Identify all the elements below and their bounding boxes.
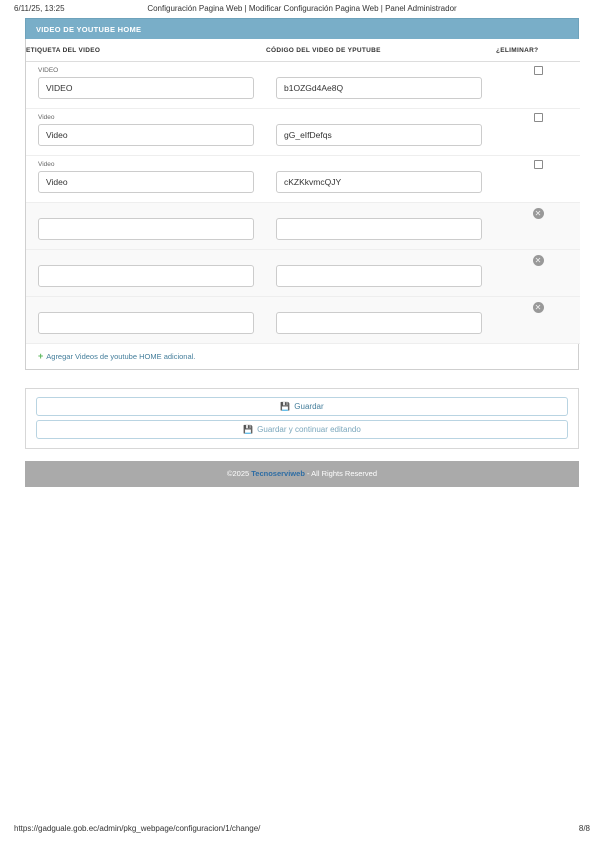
cell-codigo [266, 109, 496, 156]
cell-etiqueta [26, 156, 266, 203]
footer-brand-link[interactable]: Tecnoserviweb [251, 469, 305, 478]
etiqueta-field-wrap [26, 265, 266, 296]
save-button-label: Guardar [294, 402, 324, 411]
codigo-field-wrap [266, 124, 496, 155]
etiqueta-input[interactable] [38, 312, 254, 334]
row-caption: Video [38, 114, 55, 121]
video-table [26, 39, 580, 344]
cell-eliminar [496, 109, 580, 156]
site-footer [25, 461, 579, 487]
cell-etiqueta [26, 250, 266, 297]
cell-etiqueta [26, 297, 266, 344]
plus-icon: + [38, 351, 44, 361]
cell-eliminar [496, 156, 580, 203]
table-row [26, 203, 580, 250]
etiqueta-input[interactable] [38, 124, 254, 146]
print-url: https://gadguale.gob.ec/admin/pkg_webpage/configuracion/1/change/ [14, 824, 261, 833]
save-button[interactable] [36, 397, 568, 416]
codigo-field-wrap [266, 265, 496, 296]
etiqueta-input[interactable] [38, 77, 254, 99]
page-content [25, 18, 579, 487]
remove-row-icon[interactable]: ✕ [533, 302, 544, 313]
etiqueta-field-wrap [26, 124, 266, 155]
etiqueta-input[interactable] [38, 265, 254, 287]
table-row [26, 109, 580, 156]
codigo-spacer [266, 62, 496, 77]
table-body [26, 62, 580, 344]
save-continue-icon: 💾 [243, 425, 254, 434]
delete-checkbox[interactable] [534, 113, 543, 122]
table-row [26, 297, 580, 344]
cell-eliminar [496, 297, 580, 344]
cell-codigo [266, 203, 496, 250]
codigo-spacer [266, 156, 496, 171]
cell-etiqueta [26, 109, 266, 156]
print-header [0, 4, 604, 18]
codigo-spacer [266, 203, 496, 218]
table-header-row [26, 39, 580, 62]
row-caption [26, 203, 266, 218]
codigo-spacer [266, 250, 496, 265]
etiqueta-field-wrap [26, 312, 266, 343]
cell-codigo [266, 297, 496, 344]
codigo-input[interactable] [276, 77, 482, 99]
etiqueta-input[interactable] [38, 218, 254, 240]
save-and-continue-button[interactable] [36, 420, 568, 439]
column-header-etiqueta: ETIQUETA DEL VIDEO [26, 39, 266, 62]
etiqueta-input[interactable] [38, 171, 254, 193]
row-caption [26, 250, 266, 265]
save-icon: 💾 [280, 402, 291, 411]
cell-eliminar [496, 250, 580, 297]
column-header-codigo: CÓDIGO DEL VIDEO DE YPUTUBE [266, 39, 496, 62]
codigo-input[interactable] [276, 171, 482, 193]
delete-checkbox[interactable] [534, 66, 543, 75]
add-row-container [26, 344, 578, 369]
print-date: 6/11/25, 13:25 [14, 4, 65, 13]
panel-heading: VIDEO DE YOUTUBE HOME [25, 18, 579, 39]
save-and-continue-label: Guardar y continuar editando [257, 425, 361, 434]
delete-checkbox[interactable] [534, 160, 543, 169]
add-video-link[interactable]: Agregar Videos de youtube HOME adicional. [46, 352, 196, 361]
footer-copy: ©2025 [226, 469, 252, 478]
codigo-field-wrap [266, 77, 496, 108]
codigo-input[interactable] [276, 124, 482, 146]
print-page-number: 8/8 [578, 824, 590, 833]
footer-rights: - All Rights Reserved [304, 469, 378, 478]
cell-eliminar [496, 203, 580, 250]
codigo-input[interactable] [276, 265, 482, 287]
submit-row [25, 388, 579, 449]
print-title: Configuración Pagina Web | Modificar Configuración Pagina Web | Panel Administrador [147, 4, 457, 13]
table-row [26, 250, 580, 297]
codigo-input[interactable] [276, 218, 482, 240]
cell-codigo [266, 62, 496, 109]
print-footer [0, 824, 604, 838]
row-caption: Video [38, 161, 55, 168]
codigo-spacer [266, 297, 496, 312]
remove-row-icon[interactable]: ✕ [533, 255, 544, 266]
etiqueta-field-wrap [26, 77, 266, 108]
row-caption [26, 297, 266, 312]
column-header-eliminar: ¿ELIMINAR? [496, 39, 580, 62]
cell-codigo [266, 250, 496, 297]
etiqueta-field-wrap [26, 171, 266, 202]
codigo-field-wrap [266, 171, 496, 202]
codigo-field-wrap [266, 312, 496, 343]
codigo-field-wrap [266, 218, 496, 249]
codigo-spacer [266, 109, 496, 124]
etiqueta-field-wrap [26, 218, 266, 249]
codigo-input[interactable] [276, 312, 482, 334]
video-panel [25, 39, 579, 370]
table-row [26, 62, 580, 109]
table-row [26, 156, 580, 203]
cell-eliminar [496, 62, 580, 109]
cell-codigo [266, 156, 496, 203]
remove-row-icon[interactable]: ✕ [533, 208, 544, 219]
row-caption: VIDEO [38, 67, 59, 74]
cell-etiqueta [26, 203, 266, 250]
cell-etiqueta [26, 62, 266, 109]
